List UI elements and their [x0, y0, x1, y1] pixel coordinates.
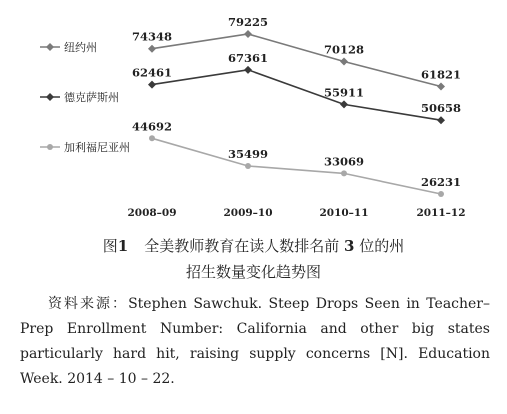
series-2-line [152, 70, 441, 120]
series-1-data-label: 61821 [420, 67, 462, 82]
x-tick-label: 2009–10 [223, 207, 273, 219]
series-2-point [437, 116, 445, 124]
x-tick-label: 2011–12 [416, 207, 466, 219]
series-3-legend-label: 加利福尼亚州 [64, 141, 130, 154]
figure-caption-line2: 招生数量变化趋势图 [185, 263, 321, 281]
series-2-data-label: 62461 [131, 65, 173, 80]
figure-title-part2: 位的州 [359, 237, 405, 255]
series-lines [148, 30, 445, 197]
figure-title-number: 3 [344, 237, 355, 255]
series-2-data-label: 67361 [227, 50, 269, 65]
series-3-point [438, 191, 444, 197]
figure-caption-line1 [0, 236, 507, 256]
x-tick-label: 2008–09 [127, 207, 177, 219]
series-3-point [149, 135, 155, 141]
series-3-data-label: 44692 [131, 119, 173, 134]
series-1-data-label: 79225 [227, 15, 269, 29]
series-2-point [340, 100, 348, 108]
figure-title-part1: 全美教师教育在读人数排名前 [144, 237, 340, 255]
source-citation: 资料来源：Stephen Sawchuk. Steep Drops Seen in Teacher–Prep Enrollment Number: California and other big states particularly hard hit, raising supply concerns [N]. Education Week. 2014 – 10 – 22. [20, 296, 490, 387]
series-1-point [340, 57, 348, 65]
x-axis-tick-labels [127, 207, 465, 219]
series-2-data-label: 50658 [420, 101, 462, 116]
series-1-point [244, 30, 252, 38]
series-3-data-label: 33069 [323, 154, 365, 169]
series-1-point [148, 45, 156, 53]
series-3-data-label: 35499 [227, 147, 269, 162]
series-3-point [245, 163, 251, 169]
series-3-legend-marker [47, 144, 53, 150]
figure-label: 图1 [102, 237, 129, 255]
data-labels [132, 15, 461, 189]
series-2-point [244, 66, 252, 74]
series-2-legend-label: 德克萨斯州 [64, 91, 119, 104]
legend [40, 40, 130, 154]
series-3-point [341, 170, 347, 176]
series-1-point [437, 83, 445, 91]
series-1-legend-label: 纽约州 [64, 41, 97, 54]
series-2-point [148, 81, 156, 89]
x-tick-label: 2010–11 [319, 207, 369, 219]
series-2-legend-marker [46, 93, 54, 101]
series-1-data-label: 74348 [131, 29, 173, 44]
series-3-data-label: 26231 [420, 175, 462, 189]
series-2-data-label: 55911 [323, 85, 365, 100]
series-1-data-label: 70128 [323, 42, 365, 57]
series-3-line [152, 138, 441, 194]
series-1-legend-marker [46, 43, 54, 51]
